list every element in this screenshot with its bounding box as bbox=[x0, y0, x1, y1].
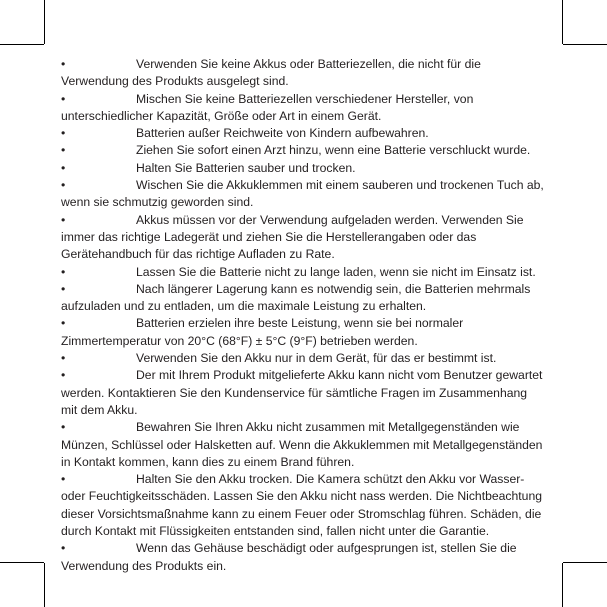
list-item-text: Halten Sie den Akku trocken. Die Kamera schützt den Akku vor Wasser- oder Feuchtigkeitsschäden. Lassen Sie den Akku nicht nass werden. Die Nichtbeachtung dieser Vorsichtsmaßnahme kann zu einem Feuer oder Stromschlag führen. Schäden, die durch Kontakt mit Flüssigkeiten entstanden sind, fallen nicht unter die Garantie. bbox=[61, 472, 543, 539]
bullet: • bbox=[61, 143, 66, 158]
list-item-text: Mischen Sie keine Batteriezellen verschiedener Hersteller, von unterschiedlicher Kapazität, Größe oder Art in einem Gerät. bbox=[61, 91, 474, 123]
list-item-text: Ziehen Sie sofort einen Arzt hinzu, wenn eine Batterie verschluckt wurde. bbox=[136, 143, 531, 158]
list-item bbox=[61, 540, 545, 575]
list-item-text: Verwenden Sie keine Akkus oder Batteriezellen, die nicht für die Verwendung des Produkts ausgelegt sind. bbox=[61, 57, 481, 89]
bullet: • bbox=[61, 368, 66, 383]
bullet: • bbox=[61, 281, 66, 296]
list-item bbox=[61, 91, 545, 126]
crop-mark-bottom-left-horizontal bbox=[0, 562, 44, 563]
bullet: • bbox=[61, 541, 66, 556]
list-item bbox=[61, 160, 545, 177]
list-item bbox=[61, 125, 545, 142]
bullet: • bbox=[61, 178, 66, 193]
list-item-text: Lassen Sie die Batterie nicht zu lange laden, wenn sie nicht im Einsatz ist. bbox=[136, 264, 536, 279]
list-item bbox=[61, 281, 545, 316]
bullet: • bbox=[61, 351, 66, 366]
list-item-text: Nach längerer Lagerung kann es notwendig sein, die Batterien mehrmals aufzuladen und zu entladen, um die maximale Leistung zu erhalten. bbox=[61, 281, 531, 314]
crop-mark-bottom-right-horizontal bbox=[563, 562, 607, 563]
bullet: • bbox=[61, 472, 66, 487]
bullet: • bbox=[61, 264, 66, 279]
list-item bbox=[61, 350, 545, 367]
list-item-text: Bewahren Sie Ihren Akku nicht zusammen mit Metallgegenständen wie Münzen, Schlüssel oder Halsketten auf. Wenn die Akkuklemmen mit Metallgegenständen in Kontakt kommen, kann dies zu einem Brand führen. bbox=[61, 420, 543, 469]
list-item bbox=[61, 315, 545, 350]
list-item bbox=[61, 142, 545, 159]
crop-mark-top-left-vertical bbox=[44, 0, 45, 44]
crop-mark-top-left-horizontal bbox=[0, 44, 44, 45]
list-item-text: Halten Sie Batterien sauber und trocken. bbox=[136, 160, 356, 175]
list-item bbox=[61, 471, 545, 540]
list-item-text: Batterien erzielen ihre beste Leistung, wenn sie bei normaler Zimmertemperatur von 20°C (68°F) ± 5°C (9°F) betrieben werden. bbox=[61, 316, 464, 348]
list-item bbox=[61, 367, 545, 419]
bullet: • bbox=[61, 316, 66, 331]
list-item-text: Der mit Ihrem Produkt mitgelieferte Akku kann nicht vom Benutzer gewartet werden. Kontaktieren Sie den Kundenservice für sämtliche Fragen im Zusammenhang mit dem Akku. bbox=[61, 368, 543, 417]
crop-mark-bottom-left-vertical bbox=[44, 563, 45, 607]
crop-mark-top-right-vertical bbox=[562, 0, 563, 44]
crop-mark-top-right-horizontal bbox=[563, 44, 607, 45]
bullet: • bbox=[61, 420, 66, 435]
list-item-text: Wischen Sie die Akkuklemmen mit einem sauberen und trockenen Tuch ab, wenn sie schmutzig geworden sind. bbox=[61, 178, 544, 210]
bullet: • bbox=[61, 160, 66, 175]
list-item-text: Wenn das Gehäuse beschädigt oder aufgesprungen ist, stellen Sie die Verwendung des Produkts ein. bbox=[61, 541, 517, 573]
list-item bbox=[61, 56, 545, 91]
battery-safety-list bbox=[61, 56, 545, 575]
list-item-text: Akkus müssen vor der Verwendung aufgeladen werden. Verwenden Sie immer das richtige Ladegerät und ziehen Sie die Herstellerangaben oder das Gerätehandbuch für das richtige Aufladen zu Rate. bbox=[61, 212, 524, 262]
list-item-text: Verwenden Sie den Akku nur in dem Gerät, für das er bestimmt ist. bbox=[136, 351, 497, 366]
bullet: • bbox=[61, 91, 66, 106]
list-item bbox=[61, 419, 545, 471]
list-item-text: Batterien außer Reichweite von Kindern aufbewahren. bbox=[136, 126, 429, 141]
list-item bbox=[61, 264, 545, 281]
crop-mark-bottom-right-vertical bbox=[562, 563, 563, 607]
bullet: • bbox=[61, 126, 66, 141]
list-item bbox=[61, 212, 545, 264]
list-item bbox=[61, 177, 545, 212]
bullet: • bbox=[61, 57, 66, 71]
bullet: • bbox=[61, 212, 66, 227]
